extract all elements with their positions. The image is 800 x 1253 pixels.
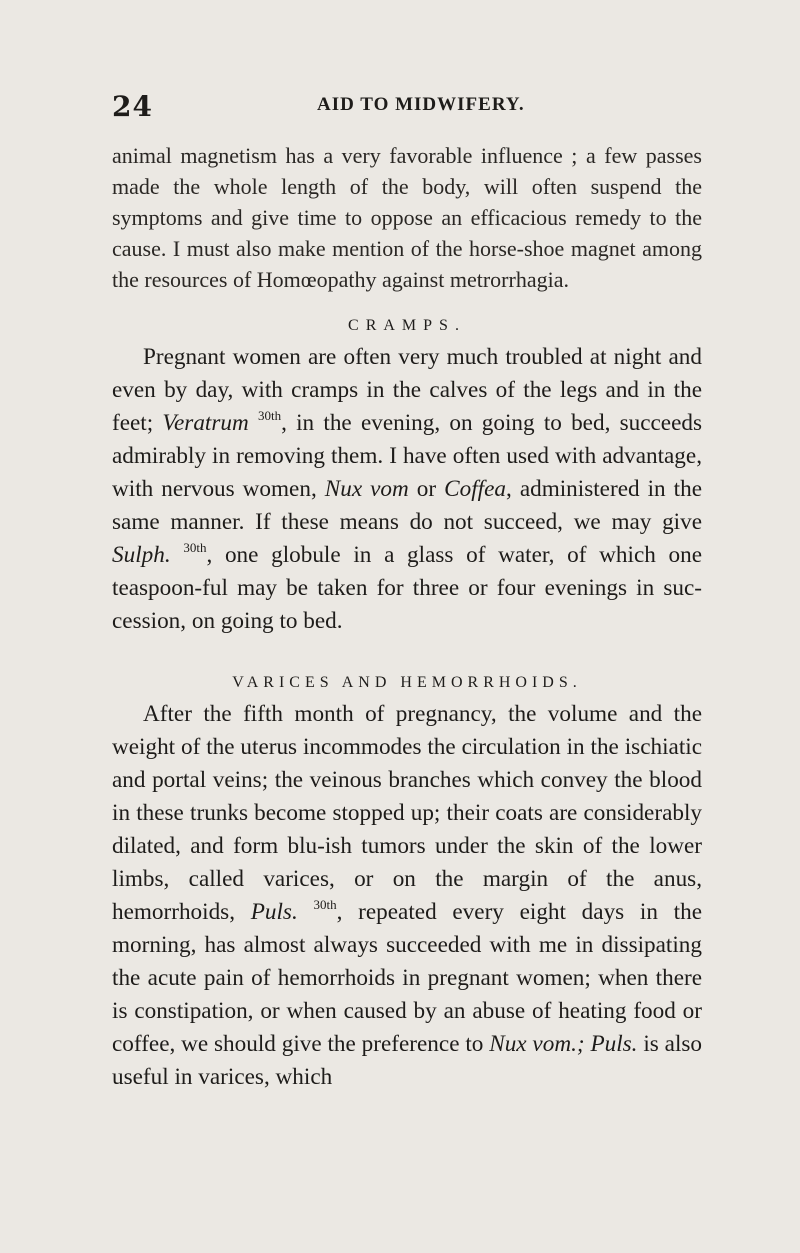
remedy-nux-vom: Nux vom.; <box>489 1031 585 1057</box>
remedy-coffea: Coffea <box>444 476 506 502</box>
paragraph-cramps: Pregnant women are often very much troubled at night and even by day, with cramps in the calves of the legs and in the feet; Veratrum $^{30th}$, in the evening, on going to bed, succeeds admirably in removing them. I have often used with advantage, with nervous women, Nux vom or Coffea, administered in the same manner. If these means do not succeed, we may give Sulph. $^{30th}$, one globule in a glass of water, of which one teaspoon-ful may be taken for three or four evenings in suc-cession, on going to bed. <box>112 344 703 634</box>
text-body <box>112 140 702 1094</box>
remedy-puls: Puls. <box>250 899 298 925</box>
potency-label: 30th <box>183 540 207 555</box>
potency-label: 30th <box>313 897 337 912</box>
remedy-sulph: Sulph. <box>112 542 171 568</box>
paragraph-metrorrhagia-end: animal magnetism has a very favorable influence ; a few passes made the whole length of the body, will often suspend the symptoms and give time to oppose an efficacious remedy to the cause. I must also make mention of the horse-shoe magnet among the resources of Homœopathy against metrorrhagia. <box>112 143 702 292</box>
section-heading-varices: VARICES AND HEMORRHOIDS. <box>232 674 582 691</box>
running-head: AID TO MIDWIFERY. <box>317 94 525 115</box>
potency-label: 30th <box>257 408 282 423</box>
page-header <box>112 90 732 126</box>
section-heading-cramps: CRAMPS. <box>348 317 466 334</box>
remedy-puls: Puls. <box>590 1031 638 1057</box>
remedy-nux-vom: Nux vom <box>324 476 409 502</box>
paragraph-varices: After the fifth month of pregnancy, the volume and the weight of the uterus incommodes the circulation in the ischiatic and portal veins; the veinous branches which convey the blood in these trunks become stopped up; their coats are considerably dilated, and form blu-ish tumors under the skin of the lower limbs, called varices, or on the margin of the anus, hemorrhoids, Puls. $^{30th}$, repeated every eight days in the morning, has almost always succeeded with me in dissipating the acute pain of hemorrhoids in pregnant women; when there is constipation, or when caused by an abuse of heating food or coffee, we should give the preference to Nux vom.; Puls. is also useful in varices, which <box>112 701 703 1090</box>
remedy-veratrum: Veratrum <box>162 410 249 436</box>
page-number: 24 <box>112 90 153 123</box>
